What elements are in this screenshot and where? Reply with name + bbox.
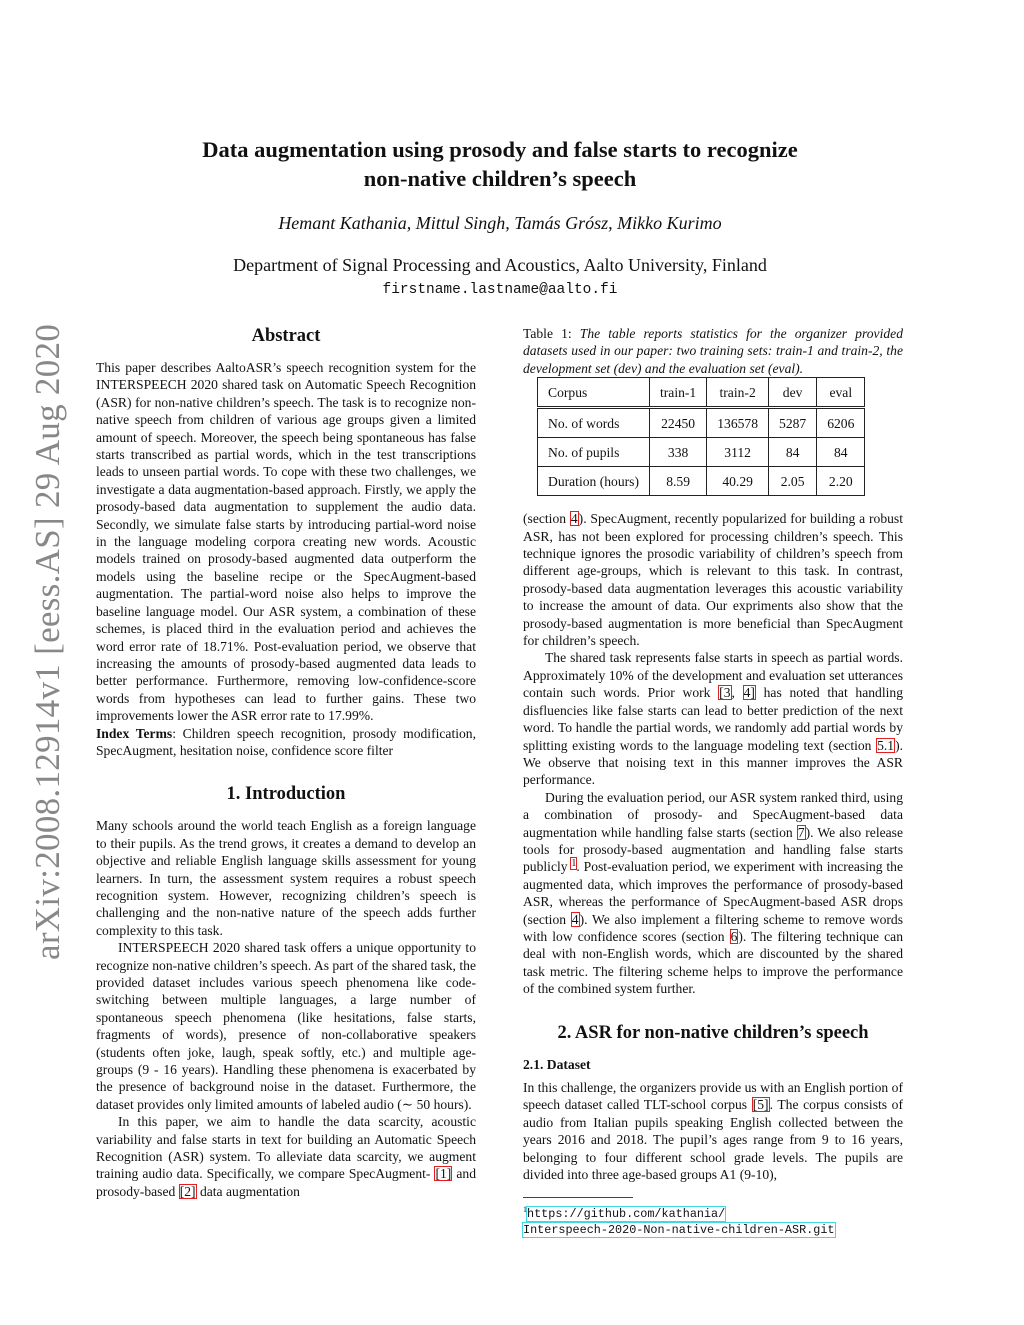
table-header-cell: Corpus xyxy=(538,378,650,408)
citation-link[interactable]: [2] xyxy=(179,1183,196,1199)
right-paragraph-1 xyxy=(523,510,903,649)
text-span: , xyxy=(731,685,743,701)
section-link[interactable]: 6 xyxy=(730,928,738,944)
text-span: and prosody-based xyxy=(96,1166,477,1199)
right-paragraph-4 xyxy=(523,1079,903,1183)
section-link[interactable]: 7 xyxy=(797,824,805,840)
footnote-line-1 xyxy=(523,1202,903,1222)
table-cell: 40.29 xyxy=(707,467,769,496)
text-span: ). We also release tools for prosody-based augmentation and handling false starts publicly xyxy=(523,824,903,875)
text-span: ). We also implement a filtering scheme to remove words with low confidence scores (section xyxy=(523,911,903,944)
table-cell: Duration (hours) xyxy=(538,467,650,496)
table-cell: 136578 xyxy=(707,408,769,438)
table-row xyxy=(538,408,865,438)
table-cell: 6206 xyxy=(817,408,865,438)
right-paragraph-3 xyxy=(523,789,903,998)
footnote-mark: 1 xyxy=(523,1205,527,1215)
citation-link[interactable]: [1] xyxy=(435,1166,452,1182)
abstract-body: This paper describes AaltoASR’s speech recognition system for the INTERSPEECH 2020 shared task on Automatic Speech Recognition (ASR) for non-native children’s speech. The task is to recognize non-native speech from children of various age groups given a limited amount of speech. Moreover, the speech being spontaneous has false starts transcribed as partial words, which in the test transcriptions leads to unseen partial words. To cope with these two challenges, we investigate a data augmentation-based approach. Firstly, we apply the prosody-based data augmentation to supplement the audio data. Secondly, we simulate false starts by introducing partial-word noise in the language modeling corpora creating new words. Acoustic models trained on prosody-based augmented data outperform the models using the baseline recipe or the SpecAugment-based augmentation. The partial-word noise also helps to improve the baseline language model. Our ASR system, a combination of these schemes, is placed third in the evaluation period and achieves the word error rate of 18.71%. Post-evaluation period, we observe that increasing the amounts of prosody-based augmented data leads to better performance. Furthermore, removing low-confidence-score words from hypotheses can lead to further gains. These two improvements lower the ASR error rate to 17.99%. xyxy=(96,360,476,724)
text-span: During the evaluation period, our ASR system ranked third, using a combination of prosody- and SpecAugment-based data augmentation while handling false starts (section xyxy=(523,789,903,840)
citation-link[interactable]: [5] xyxy=(752,1097,769,1113)
table-cell: 8.59 xyxy=(649,467,706,496)
affiliation: Department of Signal Processing and Acoustics, Aalto University, Finland xyxy=(233,255,767,275)
table-header-cell: train-2 xyxy=(707,378,769,408)
table-row xyxy=(538,438,865,467)
footnote-rule xyxy=(523,1197,633,1198)
intro-heading: 1. Introduction xyxy=(226,784,346,805)
table-cell: 84 xyxy=(817,438,865,467)
paper-title xyxy=(150,135,850,193)
section-link[interactable]: 5.1 xyxy=(877,737,895,753)
table-cell: 22450 xyxy=(649,408,706,438)
index-terms xyxy=(96,725,476,760)
table-cell: No. of pupils xyxy=(538,438,650,467)
index-terms-label: Index Terms xyxy=(96,725,173,741)
footnote xyxy=(523,1202,903,1238)
text-span: The shared task represents false starts in speech as partial words. Approximately 10% of the development and evaluation set utterances contain such words. Prior work xyxy=(523,650,903,701)
table-caption-text: The table reports statistics for the organizer provided datasets used in our paper: two training sets: train-1 and train-2, the development set (dev) and the evaluation set (eval). xyxy=(523,326,903,376)
section-link[interactable]: 4 xyxy=(570,511,578,527)
table-cell: 338 xyxy=(649,438,706,467)
table-caption xyxy=(523,325,903,377)
text-span: In this challenge, the organizers provide us with an English portion of speech dataset called TLT-school corpus xyxy=(523,1080,903,1113)
table-cell: 2.05 xyxy=(769,467,817,496)
table-header-cell: train-1 xyxy=(649,378,706,408)
dataset-stats-table xyxy=(537,377,865,496)
title-line-2: non-native children’s speech xyxy=(363,166,637,191)
section-2-heading: 2. ASR for non-native children’s speech xyxy=(557,1022,869,1043)
title-line-1: Data augmentation using prosody and false starts to recognize xyxy=(202,137,798,162)
text-span: ). SpecAugment, recently popularized for building a robust ASR, has not been explored for processing children’s speech. This technique ignores the prosodic variability of children’s speech from different age-groups, which is relevant to this task. In contrast, prosody-based data augmentation leverages this acoustic variability to increase the amount of data. Our expriments also show that the prosody-based augmentation is more beneficial than SpecAugment for children’s speech. xyxy=(523,511,903,649)
section-link[interactable]: 4 xyxy=(571,911,579,927)
section-2-1-heading: 2.1. Dataset xyxy=(523,1056,591,1072)
footnote-link[interactable]: 1 xyxy=(571,857,577,869)
left-column xyxy=(96,325,476,1200)
intro-paragraph-2: INTERSPEECH 2020 shared task offers a unique opportunity to recognize non-native children’s speech. As part of the shared task, the provided dataset includes various speech phenomena like code-switching between multiple languages, a large number of spontaneous speech phenomena (like hesitations, false starts, fragments of words), presence of non-collaborative speakers (students often joke, laugh, speak softly, etc.) and multiple age-groups (9 - 16 years). Handling these phenomena is exacerbated by the presence of background noise in the dataset. Furthermore, the dataset provides only limited amounts of labeled audio (∼ 50 hours). xyxy=(96,940,476,1112)
text-span: data augmentation xyxy=(196,1183,300,1199)
right-paragraph-2 xyxy=(523,649,903,788)
table-cell: 5287 xyxy=(769,408,817,438)
right-column xyxy=(523,325,903,1238)
table-header-cell: dev xyxy=(769,378,817,408)
table-cell: 2.20 xyxy=(817,467,865,496)
table-cell: 84 xyxy=(769,438,817,467)
text-span: . The corpus consists of audio from Italian pupils speaking English collected between the years 2016 and 2018. The pupil’s ages range from 9 to 16 years, belonging to four different school grade levels. The pupils are divided into three age-based groups A1 (9-10), xyxy=(523,1097,903,1183)
arxiv-stamp-text: arXiv:2008.12914v1 [eess.AS] 29 Aug 2020 xyxy=(28,323,67,960)
table-header-row xyxy=(538,378,865,408)
abstract-heading: Abstract xyxy=(251,326,321,346)
citation-link[interactable]: 4] xyxy=(743,685,755,701)
footnote-line-2 xyxy=(523,1222,903,1238)
text-span: ). We observe that noising text in this manner improves the ASR performance. xyxy=(523,737,903,788)
footnote-url-link[interactable]: https://github.com/kathania/ xyxy=(527,1207,726,1222)
text-span: (section xyxy=(523,511,570,527)
email: firstname.lastname@aalto.fi xyxy=(382,282,618,298)
text-span: In this paper, we aim to handle the data scarcity, acoustic variability and false starts in text for building an Automatic Speech Recognition (ASR) system. To alleviate data scarcity, we augment training audio data. Specifically, we compare SpecAugment- xyxy=(96,1114,476,1182)
citation-link[interactable]: [3 xyxy=(719,685,731,701)
table-row xyxy=(538,467,865,496)
intro-paragraph-1: Many schools around the world teach English as a foreign language to their pupils. As the trend grows, it creates a demand to develop an objective and reliable English language skills assessment for young learners. In turn, the assessment system requires a robust speech recognition system. However, recognizing children’s speech is challenging and the non-native nature of the speech adds further complexity to this task. xyxy=(96,818,476,938)
text-span: . Post-evaluation period, we experiment with increasing the augmented data, which improves the performance of prosody-based ASR, whereas the performance of SpecAugment-based ASR drops (section xyxy=(523,859,904,927)
table-header-cell: eval xyxy=(817,378,865,408)
arxiv-stamp xyxy=(28,323,68,960)
text-span: ). The filtering technique can deal with non-English words, which are discounted by the shared task metric. The filtering scheme helps to improve the performance of the combined system further. xyxy=(523,928,903,997)
index-terms-text: : Children speech recognition, prosody modification, SpecAugment, hesitation noise, confidence score filter xyxy=(96,725,476,758)
authors: Hemant Kathania, Mittul Singh, Tamás Grósz, Mikko Kurimo xyxy=(278,213,722,233)
table-caption-label: Table 1: xyxy=(523,326,572,341)
table-cell: No. of words xyxy=(538,408,650,438)
footnote-url-link-cont[interactable]: Interspeech-2020-Non-native-children-ASR.git xyxy=(523,1223,835,1238)
text-span: has noted that handling disfluencies like false starts can lead to better prediction of the next word. To handle the partial words, we randomly add partial words by splitting existing words to the language modeling text (section xyxy=(523,685,904,753)
table-cell: 3112 xyxy=(707,438,769,467)
intro-paragraph-3 xyxy=(96,1113,476,1200)
